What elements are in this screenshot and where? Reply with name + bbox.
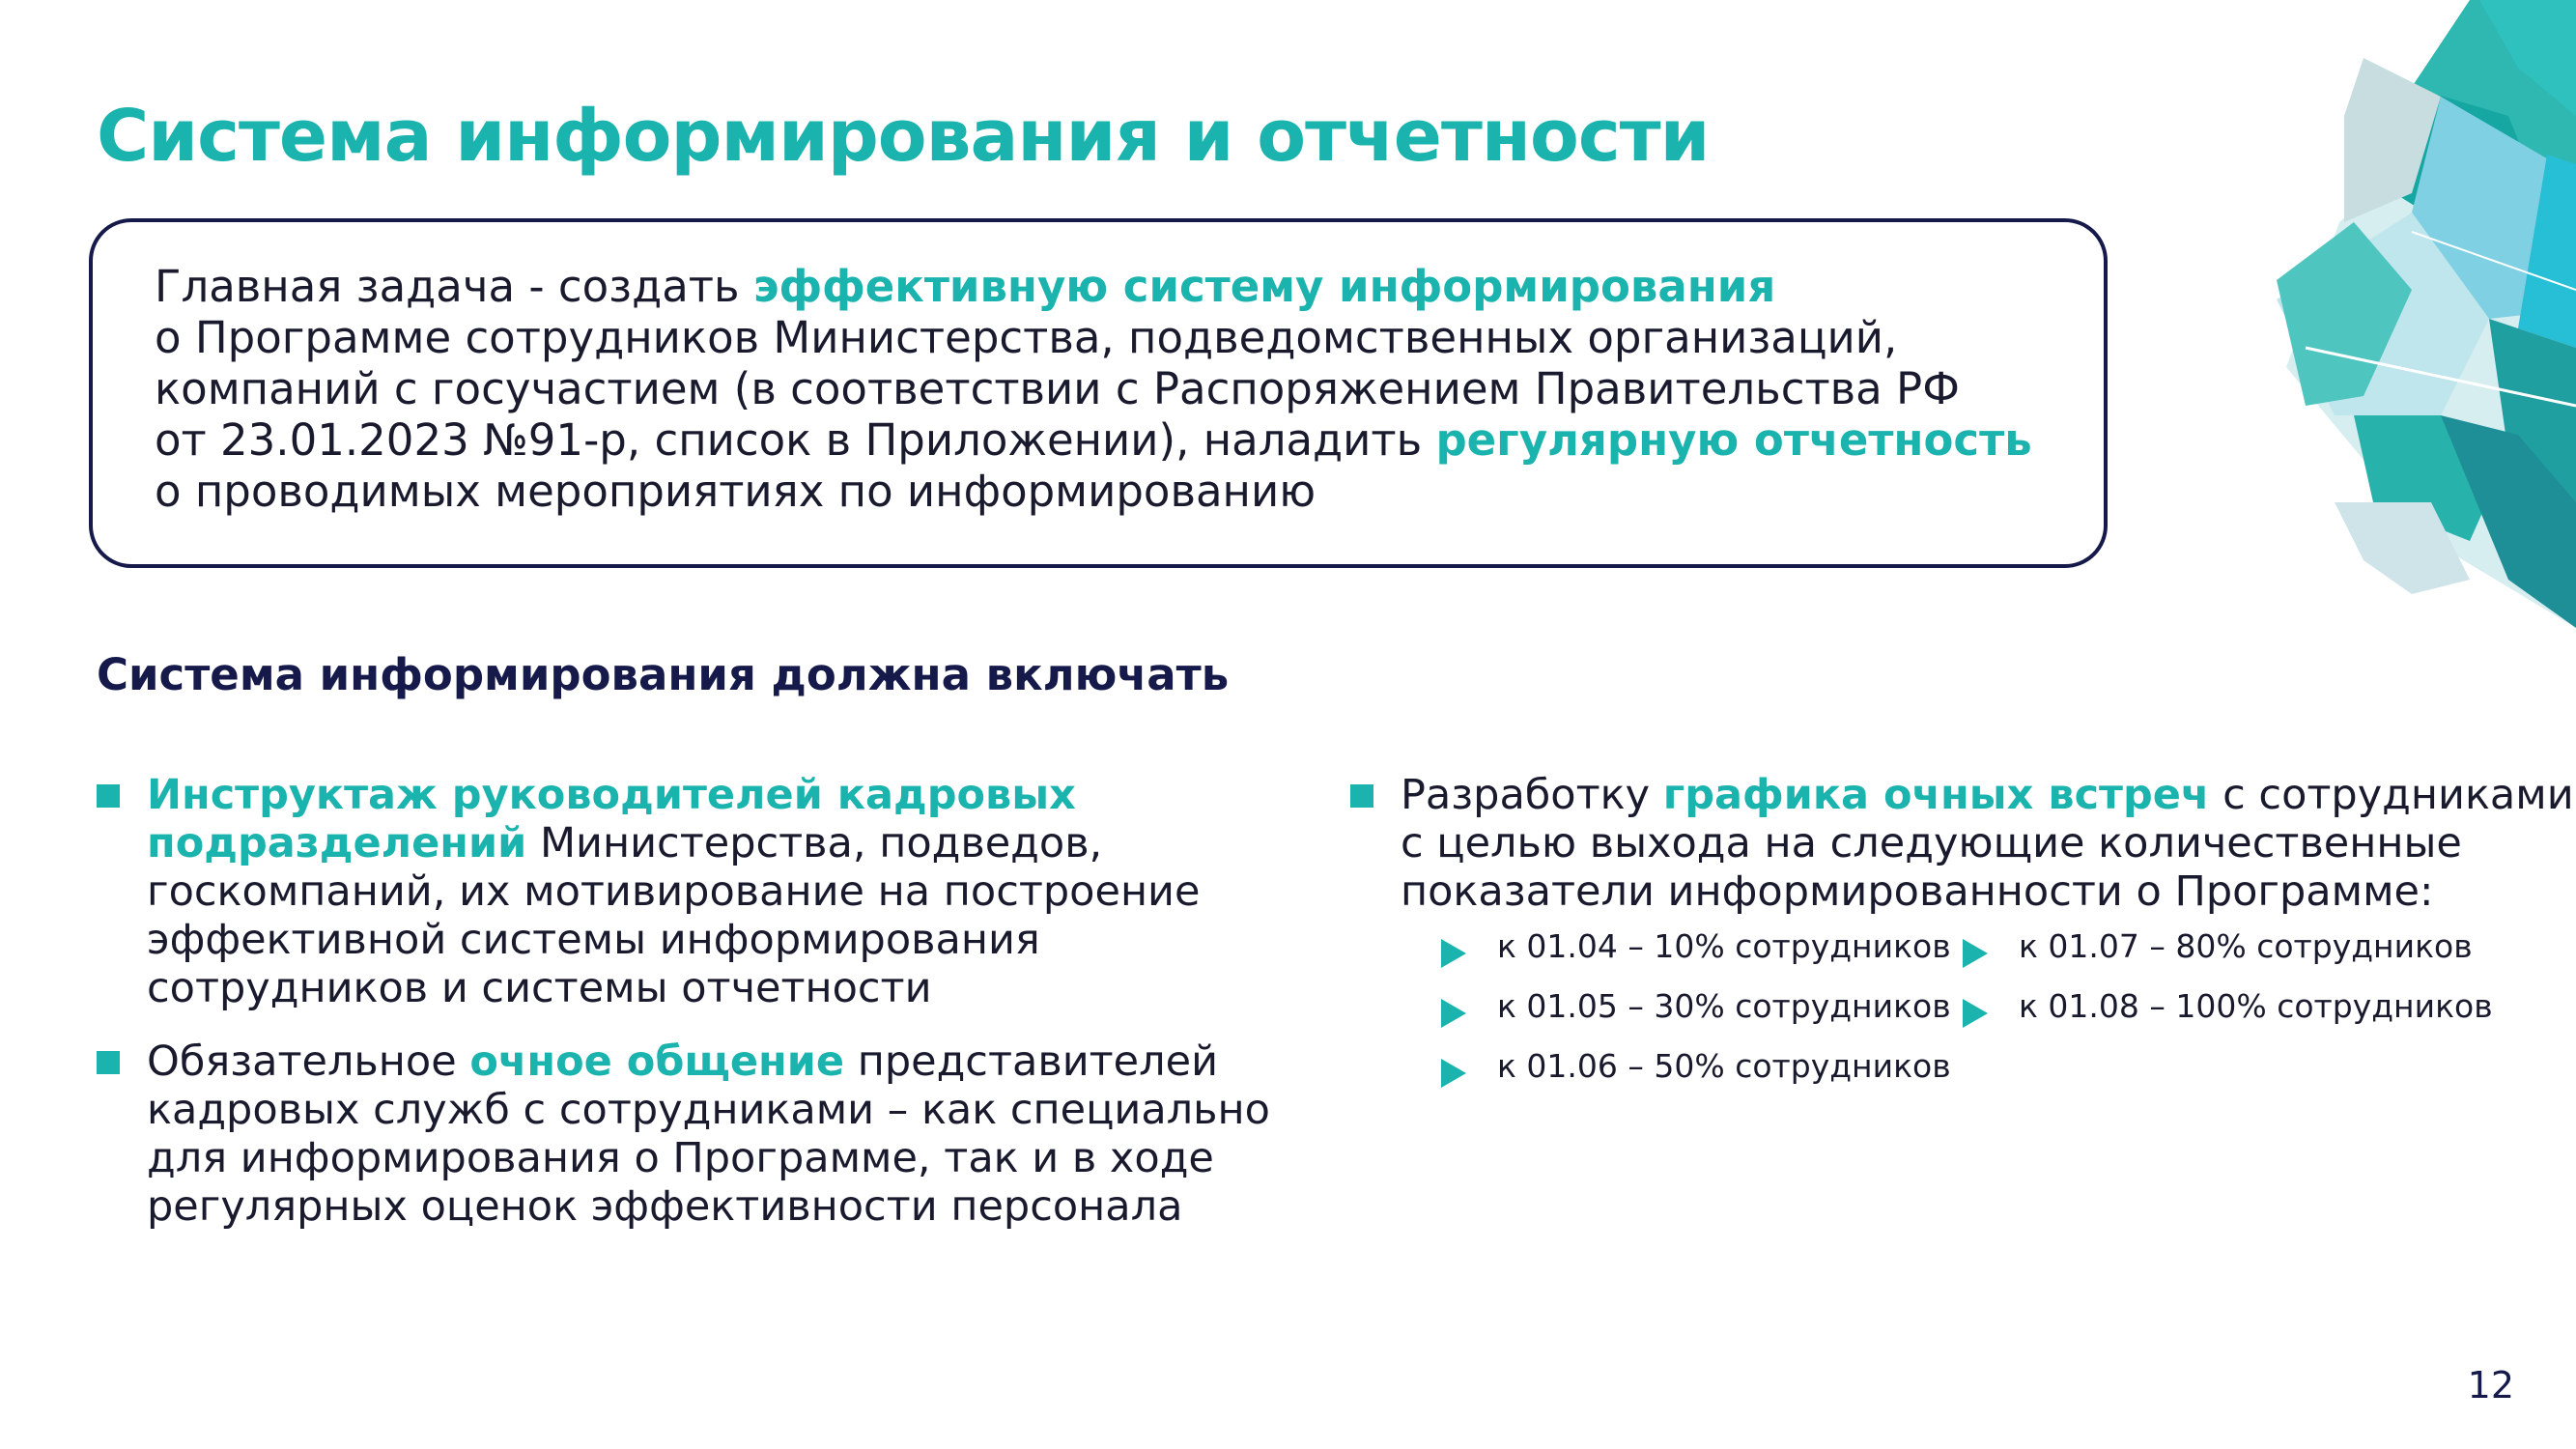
bullet-line: кадровых служб с сотрудниками – как специально [147,1086,1270,1134]
summary-line-1 [155,261,2042,312]
target-label: к 01.05 – 30% сотрудников [1497,987,1951,1025]
section-heading: Система информирования должна включать [97,649,1230,700]
bullet-line [147,819,1304,867]
bullet-line: госкомпаний, их мотивирование на построение [147,867,1201,916]
target-label: к 01.08 – 100% сотрудников [2019,987,2493,1025]
bullet-text: представителей [844,1037,1219,1086]
summary-text: от 23.01.2023 №91-р, список в Приложении), наладить [155,414,1436,466]
bullet-line [1401,771,2574,819]
decorative-hexagon-graphic [2122,0,2576,628]
list-item [97,771,1304,1012]
summary-highlight: эффективную систему информирования [752,261,1776,312]
summary-text: Главная задача - создать [155,261,753,312]
target-label: к 01.06 – 50% сотрудников [1497,1047,1951,1085]
bullet-square-icon [1350,784,1373,808]
page-title: Система информирования и отчетности [97,95,1710,178]
summary-line-3: компаний с госучастием (в соответствии с Распоряжением Правительства РФ [155,363,1960,414]
arrow-right-icon [1963,939,1988,968]
bullet-line: регулярных оценок эффективности персонала [147,1182,1183,1231]
bullet-text: Обязательное [147,1037,470,1086]
bullet-line: с целью выхода на следующие количественные [1401,819,2462,867]
bullet-square-icon [97,1051,120,1074]
bullet-text: Разработку [1401,771,1663,819]
bullet-line: эффективной системы информирования [147,916,1040,964]
bullet-line: Инструктаж руководителей кадровых [147,771,1076,819]
summary-line-2: о Программе сотрудников Министерства, подведомственных организаций, [155,312,1898,363]
summary-line-5: о проводимых мероприятиях по информированию [155,466,1316,517]
bullet-highlight: очное общение [469,1037,845,1086]
target-label: к 01.07 – 80% сотрудников [2019,927,2473,965]
left-column [97,771,1304,1256]
bullet-line: сотрудников и системы отчетности [147,964,932,1012]
arrow-right-icon [1441,1059,1466,1088]
page-number: 12 [2467,1364,2514,1406]
target-label: к 01.04 – 10% сотрудников [1497,927,1951,965]
bullet-text: с сотрудниками [2209,771,2574,819]
arrow-right-icon [1441,939,1466,968]
bullet-highlight: графика очных встреч [1662,771,2210,819]
right-column [1350,771,2574,941]
arrow-right-icon [1441,999,1466,1028]
arrow-right-icon [1963,999,1988,1028]
bullet-line: показатели информированности о Программе: [1401,867,2434,916]
bullet-square-icon [97,784,120,808]
list-item [97,1037,1304,1231]
bullet-text: Министерства, подведов, [526,819,1103,867]
summary-line-4 [155,414,2042,466]
list-item [1350,771,2574,916]
bullet-line [147,1037,1304,1086]
summary-box [89,218,2108,568]
summary-highlight: регулярную отчетность [1435,414,2032,466]
bullet-highlight: подразделений [147,819,527,867]
bullet-line: для информирования о Программе, так и в ходе [147,1134,1214,1182]
